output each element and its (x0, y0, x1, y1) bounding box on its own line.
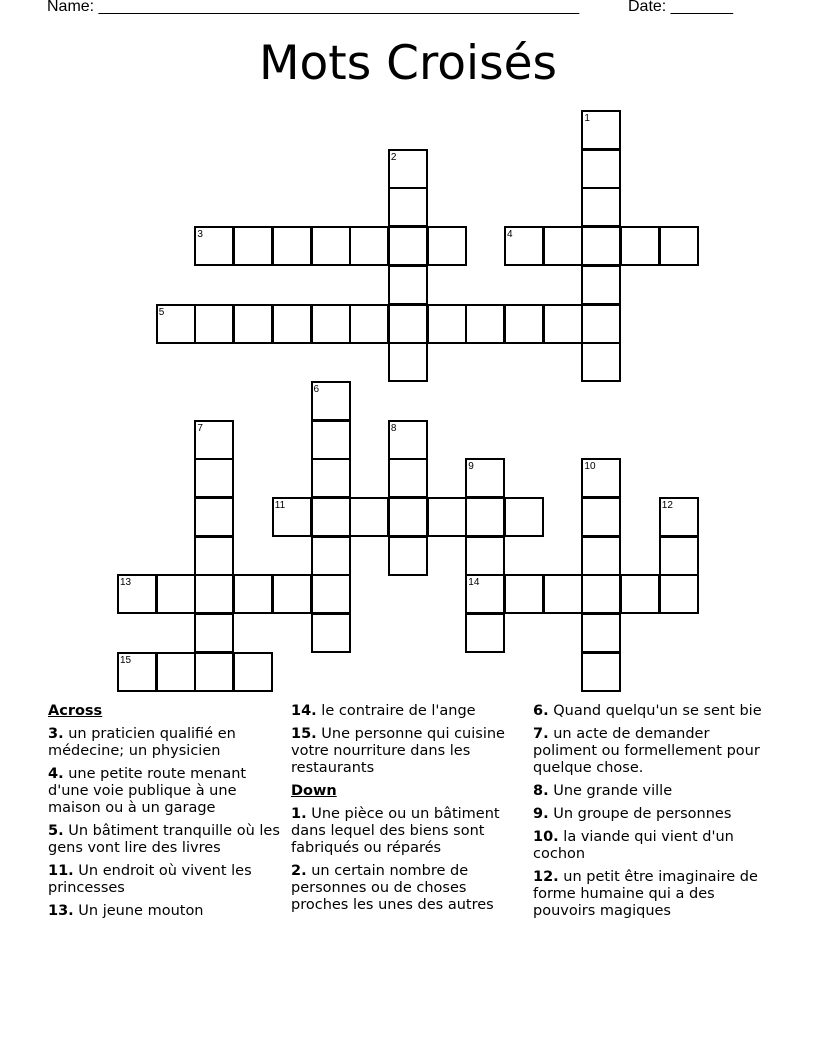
grid-clue-number: 11 (274, 500, 286, 511)
clue-across-3 (48, 726, 284, 760)
grid-clue-number: 1 (584, 113, 590, 124)
grid-cell[interactable] (311, 613, 351, 653)
clue-text: Une pièce ou un bâtiment dans lequel des biens sont fabriqués ou réparés (291, 806, 500, 856)
grid-cell[interactable] (659, 226, 699, 266)
grid-cell[interactable] (581, 536, 621, 576)
grid-clue-number: 12 (661, 500, 673, 511)
grid-cell[interactable] (543, 226, 583, 266)
grid-cell[interactable] (311, 497, 351, 537)
grid-cell[interactable] (581, 304, 621, 344)
clue-number: 2. (291, 863, 307, 879)
grid-cell[interactable] (272, 574, 312, 614)
clue-text: Une grande ville (548, 783, 673, 799)
grid-clue-number: 13 (120, 577, 132, 589)
grid-cell[interactable] (194, 574, 234, 614)
clue-text: le contraire de l'ange (316, 703, 476, 719)
grid-cell[interactable] (465, 536, 505, 576)
clue-text: un petit être imaginaire de forme humaine qui a des pouvoirs magiques (533, 869, 758, 919)
clue-text: Un groupe de personnes (548, 806, 732, 822)
grid-cell[interactable] (349, 304, 389, 344)
clue-across-5 (48, 823, 284, 857)
clue-text: Une personne qui cuisine votre nourriture dans les restaurants (291, 726, 505, 776)
grid-cell[interactable] (194, 304, 234, 344)
clue-down-7 (533, 726, 769, 777)
grid-cell[interactable] (233, 574, 273, 614)
grid-cell[interactable] (465, 613, 505, 653)
grid-cell[interactable] (388, 304, 428, 344)
grid-cell[interactable] (156, 574, 196, 614)
grid-cell[interactable] (349, 497, 389, 537)
clue-across-4 (48, 766, 284, 817)
grid-cell[interactable] (427, 304, 467, 344)
clue-down-1 (291, 806, 527, 857)
grid-cell[interactable] (388, 497, 428, 537)
grid-cell[interactable] (581, 574, 621, 614)
clue-across-11 (48, 863, 284, 897)
grid-cell[interactable] (272, 226, 312, 266)
clue-number: 9. (533, 806, 549, 822)
grid-cell[interactable] (620, 226, 660, 266)
grid-cell[interactable] (581, 187, 621, 227)
date-field-label: Date: _______ (628, 0, 733, 15)
grid-cell[interactable] (388, 265, 428, 305)
clue-text: un acte de demander poliment ou formellement pour quelque chose. (533, 726, 760, 776)
clue-number: 5. (48, 823, 64, 839)
grid-cell[interactable] (388, 226, 428, 266)
grid-cell[interactable] (581, 613, 621, 653)
grid-cell[interactable] (311, 226, 351, 266)
clue-down-10 (533, 829, 769, 863)
grid-cell[interactable] (311, 420, 351, 460)
grid-cell[interactable] (311, 536, 351, 576)
clue-number: 3. (48, 726, 64, 742)
clue-text: Quand quelqu'un se sent bie (548, 703, 762, 719)
down-heading: Down (291, 783, 337, 799)
clue-number: 10. (533, 829, 559, 845)
clue-down-2 (291, 863, 527, 914)
grid-clue-number: 8 (390, 422, 397, 434)
grid-clue-number: 9 (468, 461, 474, 473)
clue-number: 12. (533, 869, 559, 885)
grid-cell[interactable] (427, 497, 467, 537)
clue-down-12 (533, 869, 769, 920)
clue-text: Un endroit où vivent les princesses (48, 863, 252, 896)
grid-clue-number: 5 (158, 306, 165, 318)
grid-clue-number: 2 (390, 151, 397, 163)
clue-down-9 (533, 806, 769, 823)
clue-across-13 (48, 903, 284, 920)
clue-number: 6. (533, 703, 549, 719)
grid-cell[interactable] (272, 304, 312, 344)
grid-clue-number: 3 (197, 229, 203, 241)
grid-cell[interactable] (349, 226, 389, 266)
grid-clue-number: 15 (120, 654, 132, 666)
clue-across-15 (291, 726, 527, 777)
grid-cell[interactable] (311, 304, 351, 344)
grid-cell[interactable] (581, 226, 621, 266)
clue-number: 13. (48, 903, 74, 919)
grid-clue-number: 6 (313, 383, 320, 395)
clue-text: un certain nombre de personnes ou de choses proches les unes des autres (291, 863, 494, 913)
grid-cell[interactable] (194, 652, 234, 692)
name-field-label: Name: ______________________________________________________ (47, 0, 580, 15)
grid-cell[interactable] (504, 574, 544, 614)
grid-cell[interactable] (427, 226, 467, 266)
grid-cell[interactable] (311, 574, 351, 614)
grid-cell[interactable] (388, 187, 428, 227)
grid-cell[interactable] (543, 574, 583, 614)
grid-cell[interactable] (581, 149, 621, 189)
clue-text: la viande qui vient d'un cochon (533, 829, 734, 862)
clue-text: une petite route menant d'une voie publique à une maison ou à un garage (48, 766, 247, 816)
clue-number: 14. (291, 703, 317, 719)
clue-column-3 (533, 703, 769, 926)
grid-clue-number: 10 (584, 461, 596, 473)
grid-clue-number: 4 (507, 229, 513, 241)
clue-number: 15. (291, 726, 317, 742)
grid-cell[interactable] (194, 458, 234, 498)
across-heading: Across (48, 703, 103, 719)
grid-cell[interactable] (388, 342, 428, 382)
clue-number: 4. (48, 766, 64, 782)
grid-cell[interactable] (194, 497, 234, 537)
grid-cell[interactable] (311, 458, 351, 498)
clue-number: 1. (291, 806, 307, 822)
grid-cell[interactable] (233, 226, 273, 266)
clue-number: 11. (48, 863, 74, 879)
clue-text: un praticien qualifié en médecine; un physicien (48, 726, 236, 759)
grid-cell[interactable] (388, 536, 428, 576)
grid-cell[interactable] (194, 536, 234, 576)
grid-cell[interactable] (156, 652, 196, 692)
grid-cell[interactable] (659, 574, 699, 614)
clue-number: 8. (533, 783, 549, 799)
grid-cell[interactable] (504, 304, 544, 344)
grid-cell[interactable] (233, 652, 273, 692)
grid-clue-number: 14 (468, 577, 480, 589)
grid-cell[interactable] (504, 497, 544, 537)
grid-cell[interactable] (581, 652, 621, 692)
clue-text: Un bâtiment tranquille où les gens vont lire des livres (48, 823, 280, 856)
grid-cell[interactable] (233, 304, 273, 344)
clue-column-1 (48, 703, 284, 926)
grid-cell[interactable] (194, 613, 234, 653)
grid-cell[interactable] (465, 497, 505, 537)
clue-down-6 (533, 703, 769, 720)
clue-down-8 (533, 783, 769, 800)
clue-column-2 (291, 703, 527, 920)
grid-cell[interactable] (581, 265, 621, 305)
clue-across-14 (291, 703, 527, 720)
clue-text: Un jeune mouton (73, 903, 204, 919)
grid-cell[interactable] (543, 304, 583, 344)
grid-clue-number: 7 (197, 422, 203, 434)
grid-cell[interactable] (388, 458, 428, 498)
grid-cell[interactable] (581, 342, 621, 382)
grid-cell[interactable] (581, 497, 621, 537)
grid-cell[interactable] (659, 536, 699, 576)
grid-cell[interactable] (465, 304, 505, 344)
clue-number: 7. (533, 726, 549, 742)
grid-cell[interactable] (620, 574, 660, 614)
page-title: Mots Croisés (259, 36, 557, 91)
